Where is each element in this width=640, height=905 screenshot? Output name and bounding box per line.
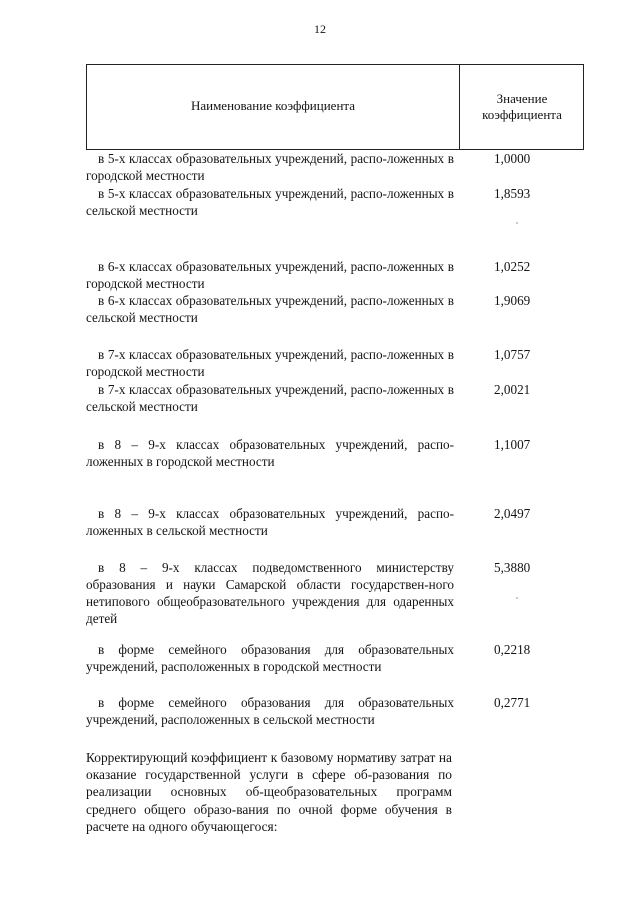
row-text: в 8 – 9-х классах образовательных учреждений, распо-ложенных в сельской местности (86, 506, 454, 538)
scan-speck (516, 222, 518, 224)
row-text: в 8 – 9-х классах подведомственного министерству образования и науки Самарской области государствен-ного нетипового общеобразовательного учреждения для одаренных детей (86, 560, 454, 626)
row-text: в 6-х классах образовательных учреждений, распо-ложенных в городской местности (86, 259, 454, 291)
row-value: 0,2218 (494, 642, 531, 657)
header-value: Значение коэффициента (482, 91, 562, 122)
row-value: 5,3880 (494, 560, 531, 575)
row-text: в 7-х классах образовательных учреждений, распо-ложенных в сельской местности (86, 382, 454, 414)
row-value: 2,0021 (494, 382, 531, 397)
row-text: в форме семейного образования для образовательных учреждений, расположенных в сельской местности (86, 695, 454, 727)
row-value: 1,0757 (494, 347, 531, 362)
row-text: в 6-х классах образовательных учреждений, распо-ложенных в сельской местности (86, 293, 454, 325)
row-text: в форме семейного образования для образовательных учреждений, расположенных в городской местности (86, 642, 454, 674)
scan-speck (516, 597, 518, 599)
row-text: в 7-х классах образовательных учреждений, распо-ложенных в городской местности (86, 347, 454, 379)
row-value: 1,1007 (494, 437, 531, 452)
row-value: 0,2771 (494, 695, 531, 710)
row-value: 1,0252 (494, 259, 531, 274)
page-number: 12 (314, 22, 326, 36)
row-text: в 5-х классах образовательных учреждений, распо-ложенных в городской местности (86, 151, 454, 183)
row-value: 1,8593 (494, 186, 531, 201)
row-text: в 5-х классах образовательных учреждений, распо-ложенных в сельской местности (86, 186, 454, 218)
row-value: 1,9069 (494, 293, 531, 308)
row-value: 1,0000 (494, 151, 531, 166)
closing-paragraph: Корректирующий коэффициент к базовому нормативу затрат на оказание государственной услуги в сфере об-разования по реализации основных об-щеобразовательных программ среднего общего образо-вания по очной форме обучения в расчете на одного обучающегося: (86, 750, 452, 834)
header-name: Наименование коэффициента (190, 98, 356, 113)
table-header (86, 64, 584, 150)
row-text: в 8 – 9-х классах образовательных учреждений, распо-ложенных в городской местности (86, 437, 454, 469)
row-value: 2,0497 (494, 506, 531, 521)
